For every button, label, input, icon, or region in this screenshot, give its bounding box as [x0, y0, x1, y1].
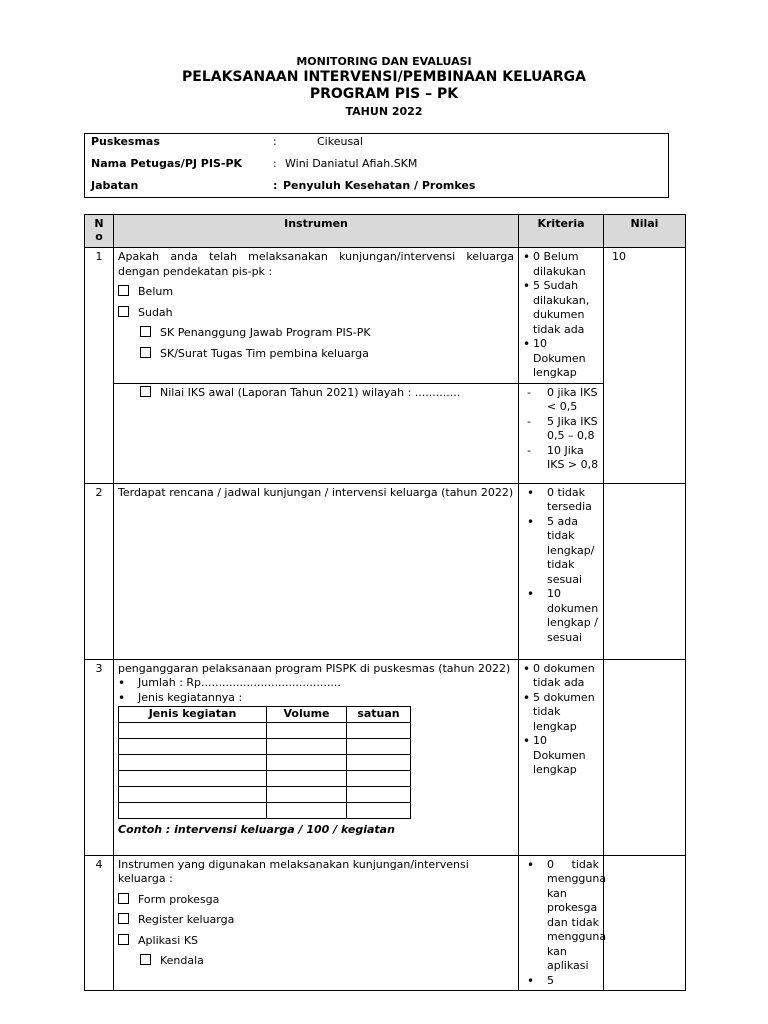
- col-satuan: satuan: [347, 707, 411, 723]
- table-row: [119, 771, 411, 787]
- kriteria-list: [523, 250, 599, 381]
- table-row: [119, 803, 411, 819]
- option-belum: Belum: [118, 285, 514, 300]
- list-item: - 5 Jika IKS 0,5 – 0,8: [523, 415, 599, 444]
- table-row: [119, 755, 411, 771]
- list-item: • 0 tidak mengguna kan prokesga dan tidak mengguna kan aplikasi: [523, 858, 599, 974]
- cell[interactable]: [347, 803, 411, 819]
- cell[interactable]: [119, 771, 267, 787]
- info-sep: :: [273, 179, 278, 192]
- checkbox-icon[interactable]: [140, 326, 151, 337]
- table-row-1: [85, 248, 686, 384]
- row-nilai: [604, 659, 686, 855]
- table-row: [119, 723, 411, 739]
- cell[interactable]: [119, 787, 267, 803]
- title-line-1: MONITORING DAN EVALUASI: [296, 55, 472, 68]
- kriteria-list: [523, 662, 599, 778]
- row-kriteria: [519, 483, 604, 659]
- question-text: Instrumen yang digunakan melaksanakan kunjungan/intervensi keluarga :: [118, 857, 469, 885]
- activity-table-header: [119, 707, 411, 723]
- activity-table: [118, 706, 411, 819]
- evaluation-table: [84, 214, 686, 991]
- row-kriteria-iks: [519, 383, 604, 483]
- budget-bullets: [118, 676, 514, 705]
- row-instrumen-iks: [114, 383, 519, 483]
- question-text: Terdapat rencana / jadwal kunjungan / intervensi keluarga (tahun 2022): [118, 485, 514, 499]
- row-instrumen: [114, 483, 519, 659]
- row-nilai: [604, 855, 686, 991]
- cell[interactable]: [347, 755, 411, 771]
- list-item: - 10 Jika IKS > 0,8: [523, 444, 599, 473]
- col-jenis: Jenis kegiatan: [119, 707, 267, 723]
- row-no: 2: [85, 483, 114, 659]
- option-form-prokesga: Form prokesga: [118, 893, 514, 908]
- row-no: 4: [85, 855, 114, 991]
- cell[interactable]: [267, 771, 347, 787]
- row-instrumen: [114, 248, 519, 384]
- info-sep: :: [273, 135, 277, 148]
- list-item: • 10 dokumen lengkap / sesuai: [523, 587, 599, 645]
- table-header-row: [85, 215, 686, 248]
- list-item: • 5 dokumen tidak lengkap: [523, 691, 599, 735]
- list-item: - 0 jika IKS < 0,5: [523, 386, 599, 415]
- cell[interactable]: [347, 787, 411, 803]
- table-row: [119, 739, 411, 755]
- info-value: Cikeusal: [317, 135, 363, 148]
- row-kriteria: [519, 248, 604, 384]
- cell[interactable]: [119, 803, 267, 819]
- row-nilai: 10: [604, 248, 686, 484]
- kriteria-list: [523, 486, 599, 646]
- cell[interactable]: [267, 755, 347, 771]
- iks-item: Nilai IKS awal (Laporan Tahun 2021) wilayah : .............: [118, 386, 514, 401]
- list-item: • 0 dokumen tidak ada: [523, 662, 599, 691]
- list-item: • 10 Dokumen lengkap: [523, 734, 599, 778]
- list-item: • 0 Belum dilakukan: [523, 250, 599, 279]
- title-line-3: PROGRAM PIS – PK: [309, 86, 459, 102]
- header-no: N o: [85, 215, 114, 248]
- cell[interactable]: [267, 787, 347, 803]
- row-no: 1: [85, 248, 114, 484]
- row-instrumen: [114, 659, 519, 855]
- table-row-1-iks: [85, 383, 686, 483]
- row-kriteria: [519, 659, 604, 855]
- checkbox-icon[interactable]: [118, 934, 129, 945]
- info-box: [84, 133, 669, 198]
- table-row-4: [85, 855, 686, 991]
- table-row-3: [85, 659, 686, 855]
- checkbox-icon[interactable]: [118, 913, 129, 924]
- list-item: • 0 tidak tersedia: [523, 486, 599, 515]
- checkbox-icon[interactable]: [140, 954, 151, 965]
- sub-option-sk-pj: SK Penanggung Jawab Program PIS-PK: [118, 326, 514, 341]
- header-nilai: Nilai: [604, 215, 686, 248]
- sub-option-kendala: Kendala: [118, 954, 514, 969]
- cell[interactable]: [119, 739, 267, 755]
- row-kriteria: [519, 855, 607, 991]
- header-kriteria: Kriteria: [519, 215, 604, 248]
- checkbox-icon[interactable]: [118, 306, 129, 317]
- cell[interactable]: [347, 771, 411, 787]
- table-row-2: [85, 483, 686, 659]
- list-item: • 5 ada tidak lengkap/ tidak sesuai: [523, 515, 599, 588]
- example-text: Contoh : intervensi keluarga / 100 / kegiatan: [118, 823, 395, 836]
- cell[interactable]: [347, 723, 411, 739]
- info-label: Nama Petugas/PJ PIS-PK: [91, 157, 243, 170]
- row-instrumen: [114, 855, 519, 991]
- row-nilai: [604, 483, 686, 659]
- kriteria-list: [523, 857, 607, 989]
- option-sudah: Sudah: [118, 306, 514, 321]
- option-register-keluarga: Register keluarga: [118, 913, 514, 928]
- title-line-2: PELAKSANAAN INTERVENSI/PEMBINAAN KELUARGA: [182, 69, 586, 85]
- info-label: Jabatan: [91, 179, 139, 192]
- checkbox-icon[interactable]: [118, 285, 129, 296]
- checkbox-icon[interactable]: [140, 386, 151, 397]
- info-sep: :: [273, 157, 277, 170]
- cell[interactable]: [347, 739, 411, 755]
- header-instrumen: Instrumen: [114, 215, 519, 248]
- cell[interactable]: [119, 723, 267, 739]
- iks-kriteria-list: [523, 386, 599, 473]
- info-value: Wini Daniatul Afiah.SKM: [285, 157, 418, 170]
- option-aplikasi-ks: Aplikasi KS: [118, 934, 514, 949]
- title-line-4: TAHUN 2022: [345, 105, 423, 118]
- cell[interactable]: [267, 803, 347, 819]
- info-value: Penyuluh Kesehatan / Promkes: [283, 179, 476, 192]
- list-item: • Jumlah : Rp........................................: [118, 676, 514, 691]
- list-item: • Jenis kegiatannya :: [118, 691, 514, 706]
- checkbox-icon[interactable]: [118, 893, 129, 904]
- cell[interactable]: [267, 739, 347, 755]
- checkbox-icon[interactable]: [140, 347, 151, 358]
- list-item: • 5: [523, 974, 599, 989]
- list-item: • 5 Sudah dilakukan, dukumen tidak ada: [523, 279, 599, 337]
- info-label: Puskesmas: [91, 135, 160, 148]
- cell[interactable]: [119, 755, 267, 771]
- row-no: 3: [85, 659, 114, 855]
- document-header: [0, 55, 768, 118]
- question-text: Apakah anda telah melaksanakan kunjungan/intervensi keluarga dengan pendekatan pis-pk :: [118, 250, 514, 278]
- table-row: [119, 787, 411, 803]
- sub-option-sk-surat: SK/Surat Tugas Tim pembina keluarga: [118, 347, 514, 362]
- question-text: penganggaran pelaksanaan program PISPK di puskesmas (tahun 2022): [118, 661, 511, 675]
- list-item: • 10 Dokumen lengkap: [523, 337, 599, 381]
- cell[interactable]: [267, 723, 347, 739]
- col-volume: Volume: [267, 707, 347, 723]
